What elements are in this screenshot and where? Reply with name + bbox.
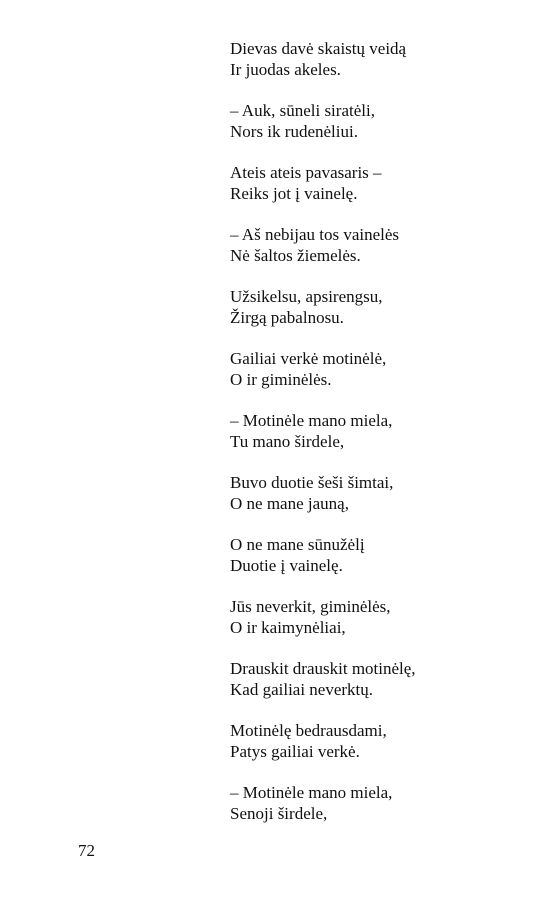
stanza [230, 596, 530, 658]
poem-line: Tu mano širdele, [230, 432, 345, 451]
stanza [230, 782, 530, 844]
poem-line: Senoji širdele, [230, 804, 328, 823]
poem-line: O ir giminėlės. [230, 370, 332, 389]
poem-line: – Motinėle mano miela, [230, 783, 393, 802]
poem-line: O ne mane jauną, [230, 494, 349, 513]
stanza [230, 286, 530, 348]
poem-line: Patys gailiai verkė. [230, 742, 360, 761]
stanza [230, 658, 530, 720]
stanza [230, 720, 530, 782]
poem-line: O ne mane sūnužėlį [230, 535, 365, 554]
stanza [230, 100, 530, 162]
poem-line: – Auk, sūneli siratėli, [230, 101, 375, 120]
stanza [230, 534, 530, 596]
stanza [230, 224, 530, 286]
poem-line: Užsikelsu, apsirengsu, [230, 287, 383, 306]
poem-line: Kad gailiai neverktų. [230, 680, 374, 699]
poem-line: Reiks jot į vainelę. [230, 184, 358, 203]
poem-line: O ir kaimynėliai, [230, 618, 346, 637]
poem-line: Gailiai verkė motinėlė, [230, 349, 387, 368]
page-number: 72 [78, 841, 95, 860]
poem-line: Dievas davė skaistų veidą [230, 39, 407, 58]
poem [230, 38, 530, 844]
stanza [230, 348, 530, 410]
poem-line: Nė šaltos žiemelės. [230, 246, 361, 265]
stanza [230, 38, 530, 100]
poem-line: Drauskit drauskit motinėlę, [230, 659, 416, 678]
stanza [230, 162, 530, 224]
poem-line: Duotie į vainelę. [230, 556, 343, 575]
poem-line: Nors ik rudenėliui. [230, 122, 358, 141]
poem-line: Motinėlę bedrausdami, [230, 721, 387, 740]
poem-line: Jūs neverkit, giminėlės, [230, 597, 391, 616]
stanza [230, 472, 530, 534]
poem-line: – Aš nebijau tos vainelės [230, 225, 400, 244]
poem-line: – Motinėle mano miela, [230, 411, 393, 430]
stanza [230, 410, 530, 472]
poem-line: Ateis ateis pavasaris – [230, 163, 382, 182]
poem-line: Žirgą pabalnosu. [230, 308, 344, 327]
poem-line: Ir juodas akeles. [230, 60, 341, 79]
poem-line: Buvo duotie šeši šimtai, [230, 473, 394, 492]
